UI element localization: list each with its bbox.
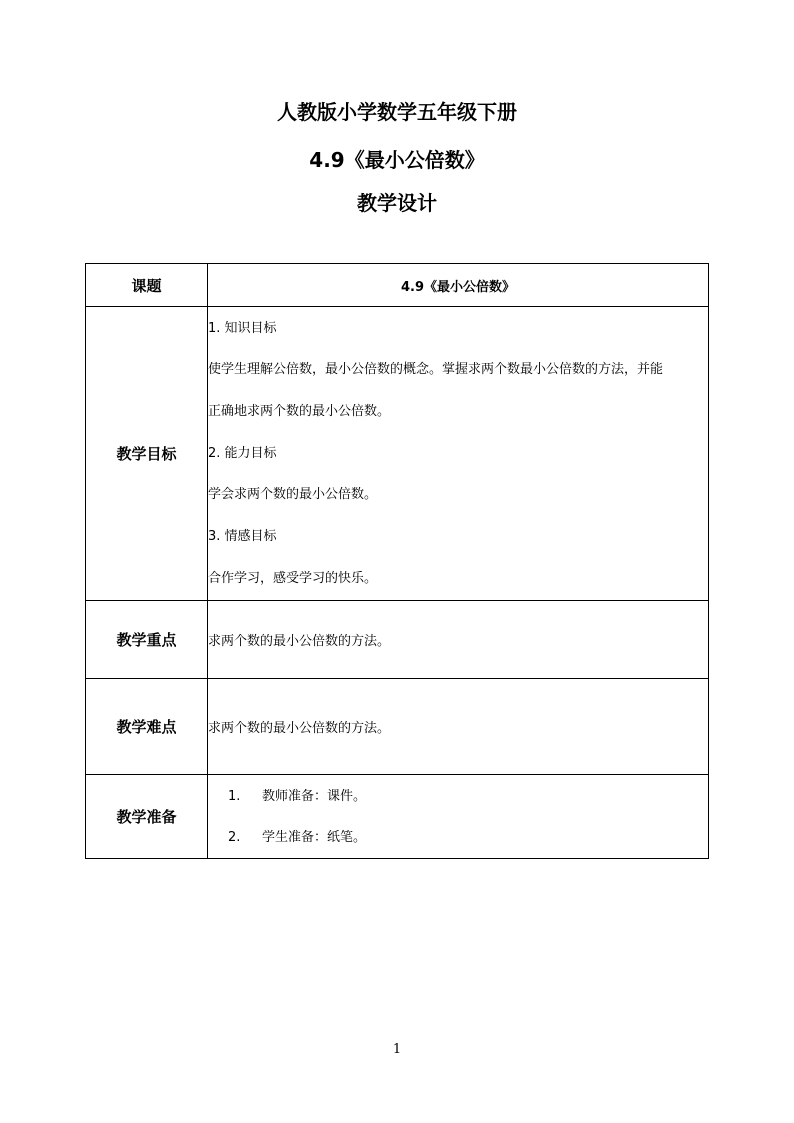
title-line-3: 教学设计: [357, 191, 437, 215]
objective-line: 合作学习，感受学习的快乐。: [208, 570, 378, 586]
difficulty-value: 求两个数的最小公倍数的方法。: [208, 679, 709, 775]
objective-line: 2. 能力目标: [208, 445, 277, 461]
list-text: 教师准备：课件。: [262, 788, 367, 804]
objectives-label: 教学目标: [86, 307, 208, 601]
lesson-plan-table: [85, 263, 709, 859]
key-point-value: 求两个数的最小公倍数的方法。: [208, 601, 709, 679]
row-topic: [86, 264, 709, 307]
row-preparation: [86, 775, 709, 859]
objective-line: 使学生理解公倍数，最小公倍数的概念。掌握求两个数最小公倍数的方法，并能: [208, 362, 664, 378]
difficulty-label: 教学难点: [86, 679, 208, 775]
objectives-content: [208, 307, 709, 601]
objective-line: 学会求两个数的最小公倍数。: [208, 487, 378, 503]
preparation-content: [208, 775, 709, 859]
list-number: 2.: [228, 829, 241, 845]
row-objectives: [86, 307, 709, 601]
row-difficulty: [86, 679, 709, 775]
title-line-2: 4.9《最小公倍数》: [309, 148, 485, 172]
key-point-label: 教学重点: [86, 601, 208, 679]
preparation-label: 教学准备: [86, 775, 208, 859]
row-key-point: [86, 601, 709, 679]
page-number: 1: [392, 1042, 402, 1057]
title-line-1: 人教版小学数学五年级下册: [277, 100, 517, 124]
list-text: 学生准备：纸笔。: [262, 829, 367, 845]
list-item: [208, 817, 708, 858]
list-item: [208, 776, 708, 817]
topic-label: 课题: [86, 264, 208, 307]
list-number: 1.: [228, 788, 241, 804]
objective-line: 3. 情感目标: [208, 529, 277, 545]
topic-value: 4.9《最小公倍数》: [208, 264, 709, 307]
objective-line: 1. 知识目标: [208, 320, 277, 336]
objective-line: 正确地求两个数的最小公倍数。: [208, 403, 391, 419]
